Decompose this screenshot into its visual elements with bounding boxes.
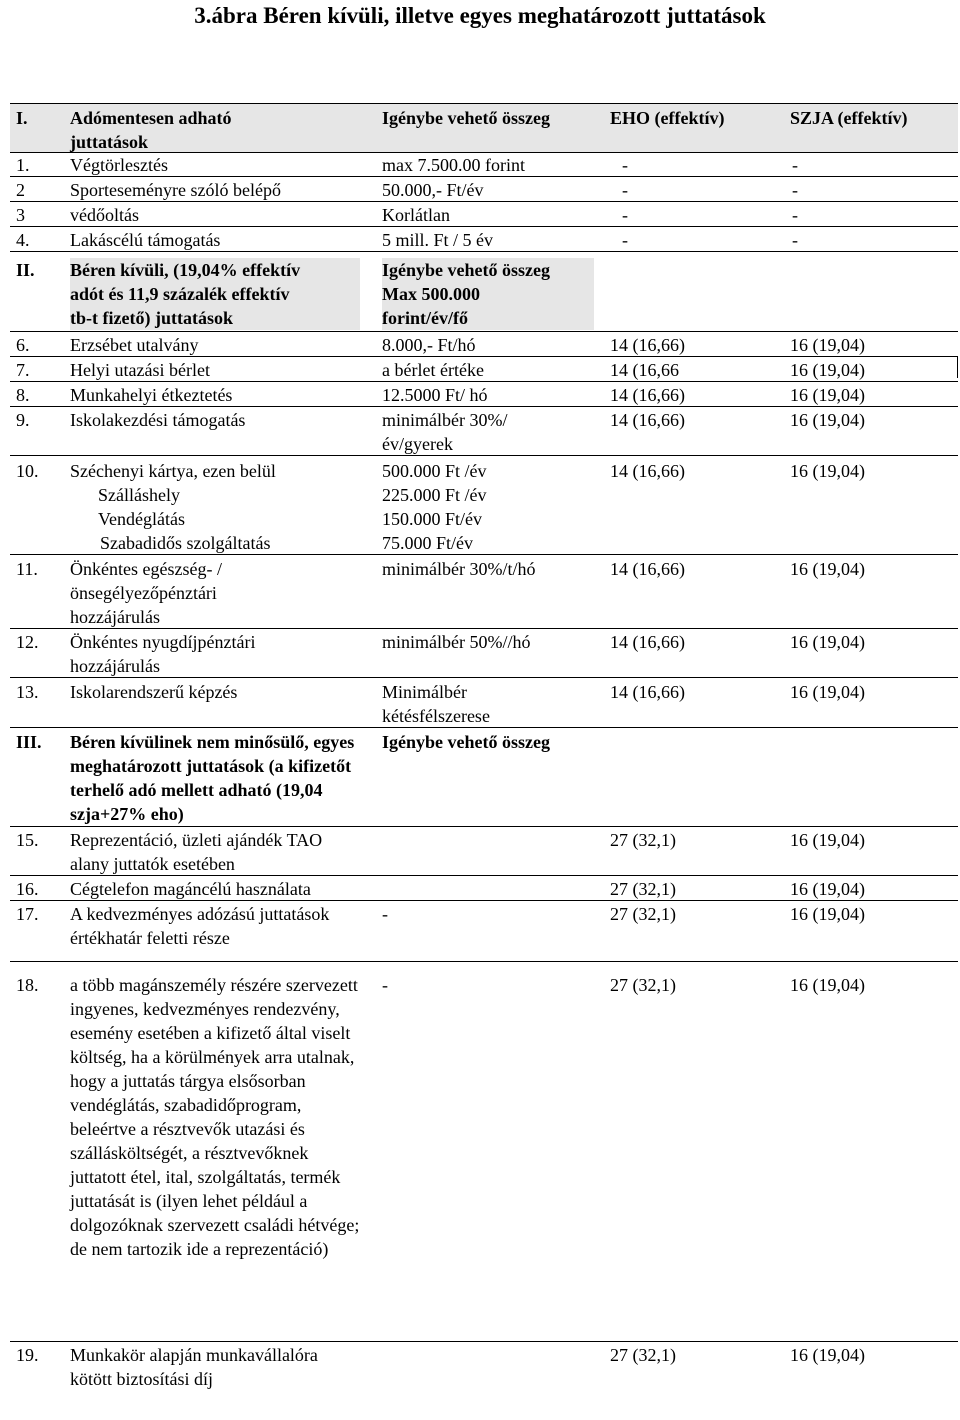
row-number: 10.	[16, 461, 39, 481]
row-name	[70, 459, 370, 555]
row-eho: 14 (16,66)	[610, 682, 685, 702]
table-row	[10, 407, 958, 456]
row-name: Iskolakezdési támogatás	[70, 410, 246, 430]
row-eho: -	[622, 205, 628, 225]
section-title	[70, 258, 360, 330]
row-amount: minimálbér 30%/t/hó	[382, 559, 536, 579]
section-number: III.	[16, 732, 42, 752]
row-amount: 5 mill. Ft / 5 év	[382, 230, 494, 250]
row-name: Önkéntes nyugdíjpénztári hozzájárulás	[70, 632, 256, 676]
table-row	[10, 629, 958, 678]
section-amount: Igénybe vehető összeg	[382, 732, 550, 752]
row-szja: 16 (19,04)	[790, 461, 865, 481]
table-row	[10, 332, 958, 357]
table-row	[10, 678, 958, 728]
row-amount: 12.5000 Ft/ hó	[382, 385, 488, 405]
row-eho: 27 (32,1)	[610, 975, 676, 995]
row-number: 17.	[16, 904, 39, 924]
row-name: Végtörlesztés	[70, 155, 168, 175]
section-title-line: Béren kívüli, (19,04% effektív	[70, 260, 301, 280]
row-name: Lakáscélú támogatás	[70, 230, 221, 250]
section-amount-line: forint/év/fő	[382, 308, 468, 328]
row-eho: 14 (16,66)	[610, 559, 685, 579]
section-title-line: adót és 11,9 százalék effektív	[70, 284, 290, 304]
section-title: Béren kívülinek nem minősülő, egyes meghatározott juttatások (a kifizetőt terhelő adó mellett adható (19,04 szja+27% eho)	[70, 732, 355, 824]
header-amount: Igénybe vehető összeg	[382, 108, 550, 128]
row-number: 18.	[16, 975, 39, 995]
row-szja: 16 (19,04)	[790, 682, 865, 702]
row-number: 6.	[16, 335, 30, 355]
row-eho: 27 (32,1)	[610, 1345, 676, 1365]
row-amount: a bérlet értéke	[382, 360, 484, 380]
row-amount: 8.000,- Ft/hó	[382, 335, 476, 355]
row-szja: 16 (19,04)	[790, 632, 865, 652]
row-number: 12.	[16, 632, 39, 652]
row-name-line: Vendéglátás	[98, 509, 185, 529]
row-szja: 16 (19,04)	[790, 904, 865, 924]
row-number: 9.	[16, 410, 30, 430]
row-amount-line: 225.000 Ft /év	[382, 485, 487, 505]
table-row	[10, 227, 958, 252]
row-amount: max 7.500.00 forint	[382, 155, 525, 175]
row-eho: -	[622, 180, 628, 200]
row-amount: Minimálbér kétésfélszerese	[382, 682, 490, 726]
row-number: 15.	[16, 830, 39, 850]
table-row	[10, 876, 958, 901]
row-name: Reprezentáció, üzleti ajándék TAO alany juttatók esetében	[70, 830, 323, 874]
row-szja: 16 (19,04)	[790, 385, 865, 405]
row-szja: 16 (19,04)	[790, 360, 865, 380]
section-header-row	[10, 252, 958, 332]
row-szja: 16 (19,04)	[790, 410, 865, 430]
table-row	[10, 152, 958, 177]
table-row	[10, 962, 958, 1342]
row-szja: 16 (19,04)	[790, 830, 865, 850]
row-number: 1.	[16, 155, 30, 175]
table-row	[10, 357, 958, 382]
row-szja: 16 (19,04)	[790, 335, 865, 355]
section-amount	[382, 258, 594, 330]
row-name: Önkéntes egészség- /önsegélyezőpénztári hozzájárulás	[70, 559, 222, 627]
row-number: 13.	[16, 682, 39, 702]
row-eho: 14 (16,66)	[610, 385, 685, 405]
row-number: 8.	[16, 385, 30, 405]
section-number: II.	[16, 260, 35, 280]
row-name: A kedvezményes adózású juttatások értékhatár feletti része	[70, 904, 330, 948]
row-number: 3	[16, 205, 25, 225]
table-row	[10, 555, 958, 629]
row-amount-line: 150.000 Ft/év	[382, 509, 483, 529]
row-szja: -	[792, 230, 798, 250]
row-eho: 14 (16,66	[610, 360, 679, 380]
row-name: Cégtelefon magáncélú használata	[70, 879, 311, 899]
row-name: Sporteseményre szóló belépő	[70, 180, 281, 200]
row-amount: -	[382, 904, 388, 924]
row-amount: 50.000,- Ft/év	[382, 180, 484, 200]
row-eho: -	[622, 230, 628, 250]
section-amount-line: Igénybe vehető összeg	[382, 260, 550, 280]
row-number: 7.	[16, 360, 30, 380]
table-row	[10, 1342, 958, 1418]
row-name: a több magánszemély részére szervezett ingyenes, kedvezményes rendezvény, esemény esetében a kifizető által viselt költség, ha a körülmények arra utalnak, hogy a juttatás tárgya elsősorban vendéglátás, szabadidőprogram, beleértve a résztvevők utazási és szállásköltségét, a résztvevőknek juttatott étel, ital, szolgáltatás, termék juttatását is (ilyen lehet például a dolgozóknak szervezett családi hétvége; de nem tartozik ide a reprezentáció)	[70, 975, 360, 1259]
row-amount: minimálbér 30%/év/gyerek	[382, 410, 508, 454]
section-title-line: tb-t fizető) juttatások	[70, 308, 233, 328]
table-row	[10, 202, 958, 227]
table-row	[10, 827, 958, 876]
row-szja: 16 (19,04)	[790, 559, 865, 579]
row-name-line: Szabadidős szolgáltatás	[100, 533, 271, 553]
row-amount-line: 75.000 Ft/év	[382, 533, 474, 553]
header-szja: SZJA (effektív)	[790, 108, 908, 128]
row-eho: 27 (32,1)	[610, 904, 676, 924]
row-amount: Korlátlan	[382, 205, 450, 225]
row-number: 4.	[16, 230, 30, 250]
row-eho: 27 (32,1)	[610, 830, 676, 850]
section-number: I.	[16, 108, 28, 128]
row-eho: 14 (16,66)	[610, 410, 685, 430]
table-row	[10, 901, 958, 962]
row-amount: minimálbér 50%//hó	[382, 632, 531, 652]
row-number: 19.	[16, 1345, 39, 1365]
row-szja: 16 (19,04)	[790, 1345, 865, 1365]
table-row	[10, 177, 958, 202]
row-name: Erzsébet utalvány	[70, 335, 199, 355]
section-amount-line: Max 500.000	[382, 284, 480, 304]
row-amount: -	[382, 975, 388, 995]
table-edge-mark	[957, 356, 958, 378]
row-name-line: Szálláshely	[98, 485, 180, 505]
row-szja: -	[792, 180, 798, 200]
row-name: Munkakör alapján munkavállalóra kötött biztosítási díj	[70, 1345, 318, 1389]
row-name: Iskolarendszerű képzés	[70, 682, 238, 702]
row-number: 2	[16, 180, 25, 200]
row-szja: -	[792, 155, 798, 175]
row-szja: 16 (19,04)	[790, 975, 865, 995]
row-number: 16.	[16, 879, 39, 899]
row-name: Helyi utazási bérlet	[70, 360, 210, 380]
row-szja: -	[792, 205, 798, 225]
row-name-line: Széchenyi kártya, ezen belül	[70, 461, 276, 481]
section-header-row	[10, 728, 958, 827]
header-eho: EHO (effektív)	[610, 108, 725, 128]
page-title: 3.ábra Béren kívüli, illetve egyes meghatározott juttatások	[194, 3, 766, 28]
row-number: 11.	[16, 559, 38, 579]
row-name: Munkahelyi étkeztetés	[70, 385, 233, 405]
row-eho: 14 (16,66)	[610, 335, 685, 355]
table-row	[10, 456, 958, 555]
row-eho: -	[622, 155, 628, 175]
row-eho: 27 (32,1)	[610, 879, 676, 899]
row-amount	[382, 459, 602, 555]
row-eho: 14 (16,66)	[610, 461, 685, 481]
table-row	[10, 382, 958, 407]
header-name: Adómentesen adható juttatások	[70, 108, 232, 152]
row-name: védőoltás	[70, 205, 139, 225]
table-header-row	[10, 103, 958, 153]
row-eho: 14 (16,66)	[610, 632, 685, 652]
row-amount-line: 500.000 Ft /év	[382, 461, 487, 481]
row-szja: 16 (19,04)	[790, 879, 865, 899]
